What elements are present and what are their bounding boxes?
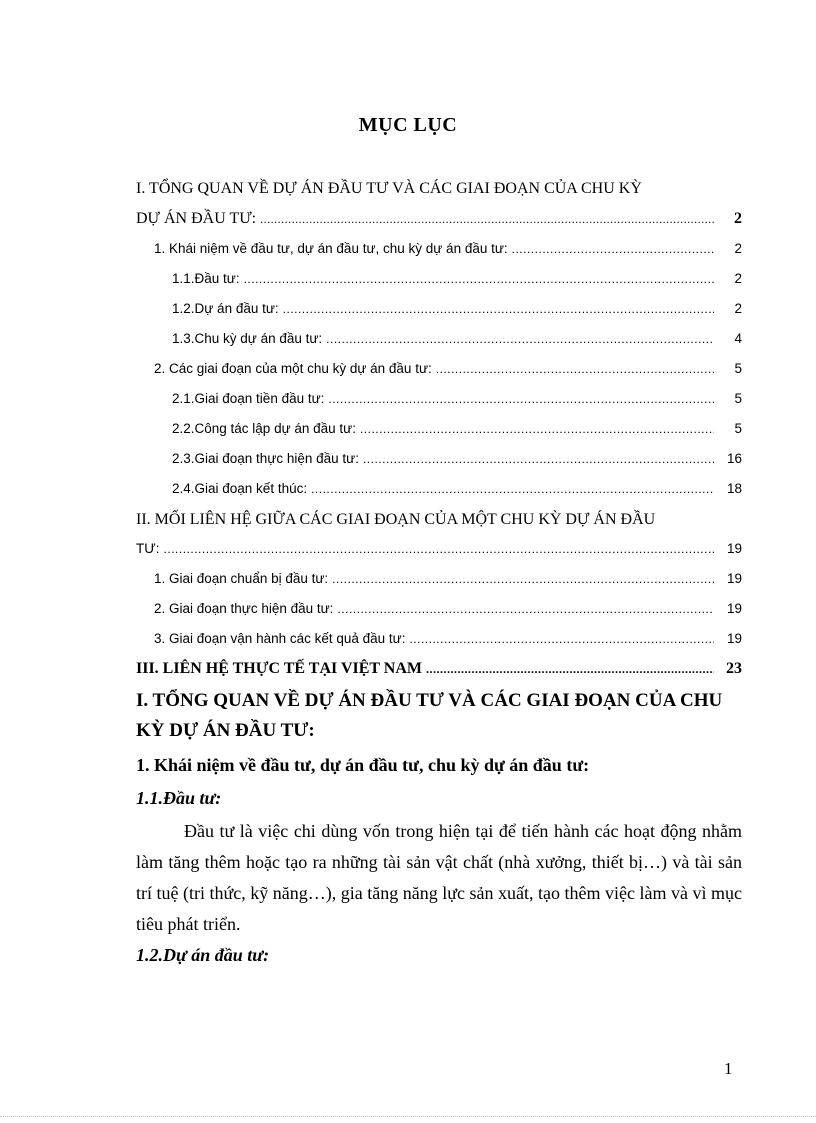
toc-entry-1-2-3[interactable]: [172, 451, 742, 466]
toc-page-number: 4: [734, 331, 742, 346]
toc-leader-dots: [436, 362, 714, 376]
toc-page-number: 2: [734, 301, 742, 316]
toc-entry-3[interactable]: [136, 660, 742, 678]
toc-entry-1-2-4[interactable]: [172, 481, 742, 496]
toc-entry-text: 1.3.Chu kỳ dự án đầu tư:: [172, 331, 323, 346]
toc-entry-1-1[interactable]: [154, 241, 742, 256]
toc-entry-text: 2.2.Công tác lập dự án đầu tư:: [172, 421, 356, 436]
toc-entry-text: 3. Giai đoạn vận hành các kết quả đầu tư:: [154, 631, 406, 646]
toc-entry-text: 2. Giai đoạn thực hiện đầu tư:: [154, 601, 334, 616]
toc-leader-dots: [311, 482, 714, 496]
toc-page-number: 2: [734, 241, 742, 256]
toc-page-number: 19: [726, 631, 742, 646]
toc-page-number: 5: [734, 421, 742, 436]
toc-entry-text: 1. Giai đoạn chuẩn bị đầu tư:: [154, 571, 329, 586]
toc-entry-1-2[interactable]: [154, 361, 742, 376]
toc-leader-dots: [260, 212, 714, 227]
toc-entry-2[interactable]: [136, 541, 742, 556]
toc-entry-1-2-1[interactable]: [172, 391, 742, 406]
toc-entry-2-1[interactable]: [154, 571, 742, 586]
toc-entry-text: 2. Các giai đoạn của một chu kỳ dự án đầu tư:: [154, 361, 432, 376]
toc-page-number: 19: [726, 601, 742, 616]
toc-entry-text: 1.1.Đầu tư:: [172, 271, 240, 286]
toc-entry-1-2-2[interactable]: [172, 421, 742, 436]
toc-page-number: 18: [726, 481, 742, 496]
toc-leader-dots: [332, 572, 714, 586]
section-heading-1-1: 1. Khái niệm về đầu tư, dự án đầu tư, chu kỳ dự án đầu tư:: [136, 755, 590, 775]
toc-leader-dots: [283, 302, 714, 316]
toc-leader-dots: [328, 392, 714, 406]
toc-page-number: 2: [734, 271, 742, 286]
toc-page-number: 19: [726, 571, 742, 586]
toc-entry-text: 2.4.Giai đoạn kết thúc:: [172, 481, 308, 496]
toc-entry-text: III. LIÊN HỆ THỰC TẾ TẠI VIỆT NAM: [136, 660, 423, 677]
toc-entry-text: 1. Khái niệm về đầu tư, dự án đầu tư, chu kỳ dự án đầu tư:: [154, 241, 508, 256]
toc-entry-text: 1.2.Dự án đầu tư:: [172, 301, 279, 316]
section-heading-1-1-1: 1.1.Đầu tư:: [136, 788, 222, 808]
toc-entry-text: DỰ ÁN ĐẦU TƯ:: [136, 210, 257, 227]
toc-entry-1-line1[interactable]: I. TỔNG QUAN VỀ DỰ ÁN ĐẦU TƯ VÀ CÁC GIAI ĐOẠN CỦA CHU KỲ: [136, 180, 642, 197]
toc-entry-text: TƯ:: [136, 541, 160, 556]
toc-entry-1-1-2[interactable]: [172, 301, 742, 316]
toc-leader-dots: [337, 602, 714, 616]
toc-leader-dots: [512, 242, 714, 256]
toc-leader-dots: [244, 272, 714, 286]
toc-entry-text: 2.3.Giai đoạn thực hiện đầu tư:: [172, 451, 359, 466]
toc-leader-dots: [426, 662, 714, 677]
toc-entry-1-1-1[interactable]: [172, 271, 742, 286]
toc-page-number: 5: [734, 391, 742, 406]
toc-page-number: 19: [726, 541, 742, 556]
toc-page-number: 23: [726, 660, 742, 677]
body-paragraph: Đầu tư là việc chi dùng vốn trong hiện tại để tiến hành các hoạt động nhằm làm tăng thêm hoặc tạo ra những tài sản vật chất (nhà xưởng, thiết bị…) và tài sản trí tuệ (tri thức, kỹ năng…), gia tăng năng lực sản xuất, tạo thêm việc làm và vì mục tiêu phát triển.: [136, 821, 742, 934]
toc-entry-1[interactable]: [136, 210, 742, 228]
toc-leader-dots: [409, 632, 714, 646]
toc-page-number: 5: [734, 361, 742, 376]
page-number: 1: [724, 1059, 733, 1078]
toc-leader-dots: [363, 452, 714, 466]
toc-entry-2-line1[interactable]: II. MỐI LIÊN HỆ GIỮA CÁC GIAI ĐOẠN CỦA MỘT CHU KỲ DỰ ÁN ĐẦU: [136, 511, 656, 528]
toc-entry-text: 2.1.Giai đoạn tiền đầu tư:: [172, 391, 325, 406]
toc-entry-2-3[interactable]: [154, 631, 742, 646]
section-heading-1: I. TỔNG QUAN VỀ DỰ ÁN ĐẦU TƯ VÀ CÁC GIAI ĐOẠN CỦA CHU KỲ DỰ ÁN ĐẦU TƯ:: [136, 690, 723, 741]
page-bottom-divider: [0, 1116, 816, 1117]
toc-page-number: 16: [726, 451, 742, 466]
toc-leader-dots: [326, 332, 714, 346]
toc-entry-2-2[interactable]: [154, 601, 742, 616]
toc-entry-1-1-3[interactable]: [172, 331, 742, 346]
toc-title: MỤC LỤC: [358, 114, 458, 136]
toc-page-number: 2: [734, 210, 742, 227]
section-heading-1-1-2: 1.2.Dự án đầu tư:: [136, 945, 270, 965]
toc-leader-dots: [164, 542, 714, 556]
toc-leader-dots: [360, 422, 714, 436]
